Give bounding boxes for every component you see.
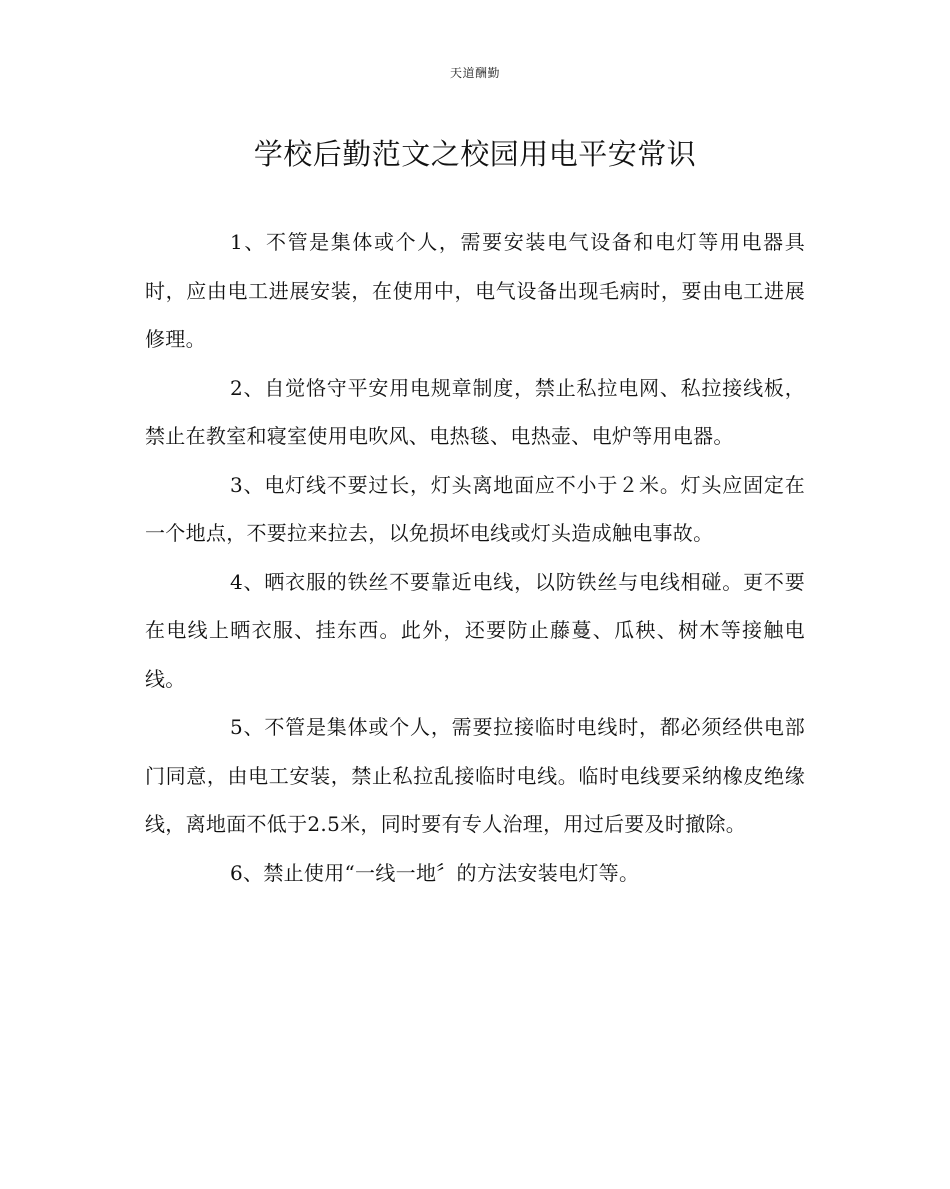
page-header: 天道酬勤 xyxy=(449,66,500,80)
document-body xyxy=(145,218,805,897)
paragraph-3: 3、电灯线不要过长，灯头离地面应不小于２米。灯头应固定在一个地点，不要拉来拉去，以免损坏电线或灯头造成触电事故。 xyxy=(145,472,805,545)
paragraph-1: 1、不管是集体或个人，需要安装电气设备和电灯等用电器具时，应由电工进展安装，在使用中，电气设备出现毛病时，要由电工进展修理。 xyxy=(145,230,805,351)
paragraph-6: 6、禁止使用“一线一地〞的方法安装电灯等。 xyxy=(230,860,640,885)
paragraph-5: 5、不管是集体或个人，需要拉接临时电线时，都必须经供电部门同意，由电工安装，禁止私拉乱接临时电线。临时电线要采纳橡皮绝缘线，离地面不低于2.5米，同时要有专人治理，用过后要及时撤除。 xyxy=(145,715,805,836)
document-title: 学校后勤范文之校园用电平安常识 xyxy=(253,137,697,171)
paragraph-4: 4、晒衣服的铁丝不要靠近电线，以防铁丝与电线相碰。更不要在电线上晒衣服、挂东西。此外，还要防止藤蔓、瓜秧、树木等接触电线。 xyxy=(145,569,805,691)
paragraph-2: 2、自觉恪守平安用电规章制度，禁止私拉电网、私拉接线板，禁止在教室和寝室使用电吹风、电热毯、电热壶、电炉等用电器。 xyxy=(145,375,805,448)
